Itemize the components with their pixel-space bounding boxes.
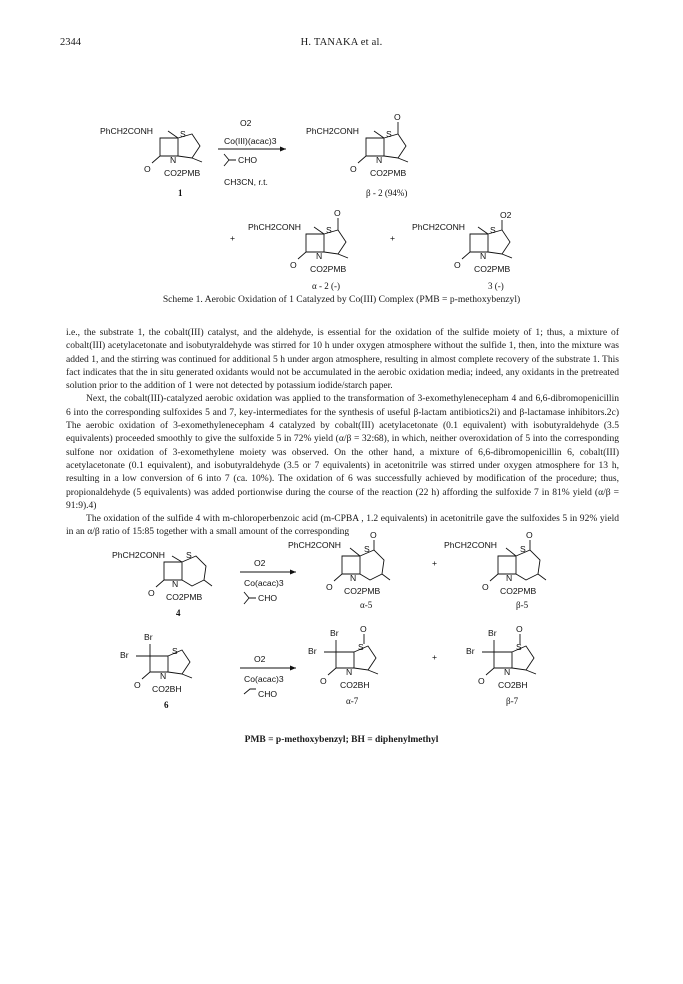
svg-text:CO2BH: CO2BH (498, 680, 528, 690)
paragraph-2: Next, the cobalt(III)-catalyzed aerobic oxidation was applied to the transformation of 3-exomethylenecepham 4 and 6,6-dibromopenicillin 6 into the corresponding sulfoxides 5 and 7, key-intermediates for the synthesis of useful β-lactam antibiotics2i) and β-lactamase inhibitors.2c) The aerobic oxidation of 3-exomethylenecepham 4 catalyzed by cobalt(III) acetylacetonate (0.1 equivalent) with isobutyraldehyde (3.5 equivalents) proceeded smoothly to give the sulfoxide 5 in 72% yield (α/β = 32:68), in which, neither overoxidation of 5 into the corresponding sulfone nor oxidation of 3-exomethylene moiety was observed. On the other hand, a mixture of 6,6-dibromopenicillin 6, cobalt(III) acetylacetonate (0.1 equivalent), and isobutyraldehyde (3.5 or 7 equivalents) in acetonitrile was stirred under oxygen atmosphere for 13 h, resulting in a low conversion of 6 into 7 (ca. 10%). The oxidation of 6 was successfully achieved by modification of the procedure; thus, propionaldehyde (5 equivalents) was added portionwise during the course of the reaction (22 h) affording the sulfoxide 7 in 81% yield (α/β = 91:9).4) (66, 393, 619, 511)
svg-text:O: O (478, 676, 485, 686)
svg-text:CHO: CHO (238, 155, 258, 165)
compound-label: α-5 (360, 600, 373, 610)
svg-text:N: N (172, 579, 179, 589)
svg-text:CH3CN, r.t.: CH3CN, r.t. (224, 177, 268, 187)
svg-text:N: N (346, 667, 353, 677)
svg-text:N: N (480, 251, 487, 261)
paragraph-3: The oxidation of the sulfide 4 with m-chloroperbenzoic acid (m-CPBA , 1.2 equivalents) in acetonitrile gave the sulfoxides 5 in 92% yield in an α/β ratio of 15:85 together with a small amount of the corresponding (66, 513, 619, 538)
svg-text:Br: Br (466, 646, 475, 656)
compound-3-structure (412, 210, 512, 291)
svg-text:CHO: CHO (258, 689, 278, 699)
svg-text:O2: O2 (240, 118, 252, 128)
svg-text:S: S (386, 129, 392, 139)
svg-text:O: O (454, 260, 461, 270)
svg-text:Br: Br (120, 650, 129, 660)
svg-text:CO2PMB: CO2PMB (310, 264, 347, 274)
svg-text:Br: Br (308, 646, 317, 656)
scheme-2 (60, 530, 620, 732)
svg-text:Co(acac)3: Co(acac)3 (244, 674, 284, 684)
svg-text:+: + (230, 233, 236, 243)
compound-beta-7-structure (466, 624, 536, 706)
svg-text:Br: Br (488, 628, 497, 638)
compound-beta-5-structure (444, 530, 546, 610)
svg-text:Br: Br (330, 628, 339, 638)
svg-text:O: O (144, 164, 151, 174)
svg-text:PhCH2CONH: PhCH2CONH (306, 126, 360, 136)
compound-1-structure (100, 126, 202, 198)
svg-text:Co(acac)3: Co(acac)3 (244, 578, 284, 588)
svg-text:N: N (160, 671, 167, 681)
acyl-group-label: PhCH2CONH (100, 126, 154, 136)
svg-text:O: O (290, 260, 297, 270)
svg-text:O: O (516, 624, 523, 634)
svg-text:PhCH2CONH: PhCH2CONH (288, 540, 342, 550)
svg-text:PhCH2CONH: PhCH2CONH (444, 540, 498, 550)
paragraph-1: i.e., the substrate 1, the cobalt(III) catalyst, and the aldehyde, is essential for the oxidation of the sulfide moiety of 1; thus, a mixture of cobalt(III) acetylacetonate and isobutyraldehyde was stirred for 10 h under oxygen atmosphere without the sulfide 1, then, into the mixture was added 1, and the stirring was continued for additional 5 h under argon atmosphere, resulting in almost complete recovery of the substrate 1. This fact indicates that the in situ generated oxidants would not be accumulated in the aerobic oxidation media; indeed, any oxidants in the pretreated solution prior to the addition of 1 were not detected by potassium iodide/starch paper. (66, 327, 619, 392)
svg-text:O: O (134, 680, 141, 690)
svg-text:O: O (482, 582, 489, 592)
svg-text:+: + (390, 233, 396, 243)
svg-text:O: O (370, 530, 377, 540)
body-text (66, 326, 619, 539)
svg-text:PhCH2CONH: PhCH2CONH (112, 550, 166, 560)
svg-text:N: N (316, 251, 323, 261)
svg-text:N: N (506, 573, 513, 583)
svg-text:O: O (394, 112, 401, 122)
svg-text:S: S (358, 642, 364, 652)
reaction-arrow-2 (240, 558, 296, 604)
compound-label: 4 (176, 608, 181, 618)
svg-text:CO2PMB: CO2PMB (344, 586, 381, 596)
svg-text:S: S (326, 225, 332, 235)
svg-text:O: O (326, 582, 333, 592)
reaction-arrow-3 (240, 654, 296, 699)
compound-label: α - 2 (-) (312, 281, 340, 291)
svg-text:CO2BH: CO2BH (152, 684, 182, 694)
svg-text:CO2PMB: CO2PMB (166, 592, 203, 602)
compound-label: β-7 (506, 696, 519, 706)
svg-text:O: O (350, 164, 357, 174)
svg-text:S: S (180, 129, 186, 139)
compound-4-structure (112, 550, 212, 618)
compound-alpha-5-structure (288, 530, 390, 610)
svg-text:S: S (172, 646, 178, 656)
svg-text:S: S (364, 544, 370, 554)
svg-text:S: S (520, 544, 526, 554)
svg-text:CO2PMB: CO2PMB (500, 586, 537, 596)
svg-text:PhCH2CONH: PhCH2CONH (412, 222, 466, 232)
svg-text:CO2PMB: CO2PMB (474, 264, 511, 274)
compound-label: 3 (-) (488, 281, 504, 291)
compound-6-structure (120, 632, 192, 710)
compound-label: 6 (164, 700, 169, 710)
ester-label: CO2PMB (164, 168, 201, 178)
svg-text:N: N (170, 155, 177, 165)
svg-text:S: S (490, 225, 496, 235)
svg-text:CO2PMB: CO2PMB (370, 168, 407, 178)
svg-text:N: N (504, 667, 511, 677)
compound-label: β - 2 (94%) (366, 188, 408, 198)
svg-text:+: + (432, 558, 438, 568)
scheme-1 (60, 110, 620, 290)
svg-text:CHO: CHO (258, 593, 278, 603)
svg-text:N: N (376, 155, 383, 165)
page-number: 2344 (60, 37, 81, 48)
svg-text:Co(III)(acac)3: Co(III)(acac)3 (224, 136, 277, 146)
scheme-1-drawing (60, 110, 620, 290)
svg-text:+: + (432, 652, 438, 662)
compound-alpha-2-structure (248, 208, 348, 291)
svg-text:O: O (148, 588, 155, 598)
scheme-2-legend: PMB = p-methoxybenzyl; BH = diphenylmethyl (244, 735, 439, 745)
svg-text:O: O (320, 676, 327, 686)
compound-label: α-7 (346, 696, 359, 706)
compound-beta-2-structure (306, 112, 408, 198)
svg-text:S: S (516, 642, 522, 652)
compound-label: β-5 (516, 600, 529, 610)
running-head-author: H. TANAKA et al. (300, 37, 383, 48)
svg-text:O2: O2 (254, 558, 266, 568)
svg-text:O: O (334, 208, 341, 218)
compound-label: 1 (178, 188, 183, 198)
svg-text:S: S (186, 550, 192, 560)
svg-text:O: O (526, 530, 533, 540)
svg-text:O: O (360, 624, 367, 634)
scheme-2-drawing (60, 530, 620, 732)
svg-text:N: N (350, 573, 357, 583)
scheme-1-caption: Scheme 1. Aerobic Oxidation of 1 Catalyzed by Co(III) Complex (PMB = p-methoxybenzyl) (162, 294, 521, 305)
svg-text:CO2BH: CO2BH (340, 680, 370, 690)
svg-text:O2: O2 (254, 654, 266, 664)
compound-alpha-7-structure (308, 624, 378, 706)
svg-text:Br: Br (144, 632, 153, 642)
svg-text:O2: O2 (500, 210, 512, 220)
reaction-arrow-1 (218, 118, 286, 187)
svg-text:PhCH2CONH: PhCH2CONH (248, 222, 302, 232)
